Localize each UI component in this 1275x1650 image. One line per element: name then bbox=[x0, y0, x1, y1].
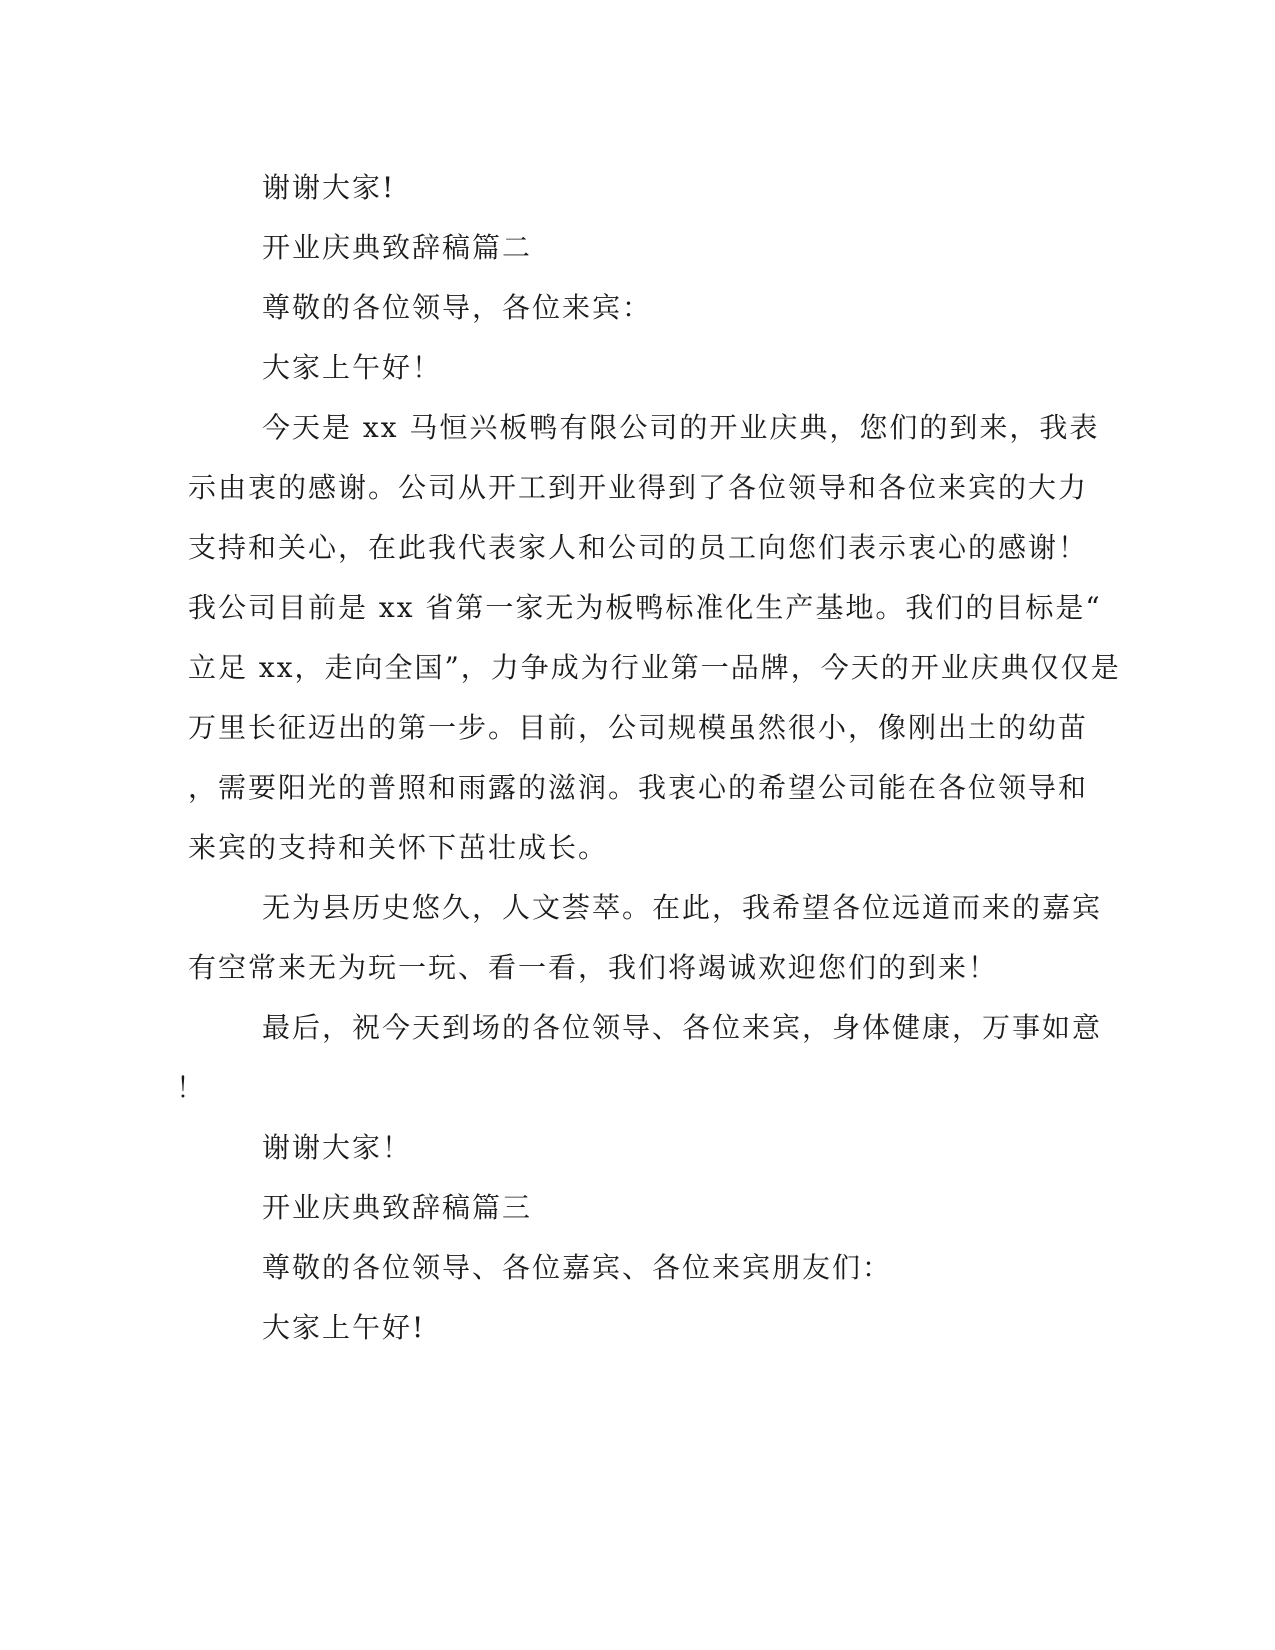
paragraph-line: 有空常来无为玩一玩、看一看，我们将竭诚欢迎您们的到来！ bbox=[188, 951, 999, 984]
greeting-2: 大家上午好！ bbox=[262, 351, 443, 384]
paragraph-line: ，需要阳光的普照和雨露的滋润。我衷心的希望公司能在各位领导和 bbox=[188, 771, 1089, 804]
salutation-3: 尊敬的各位领导、各位嘉宾、各位来宾朋友们： bbox=[262, 1251, 893, 1284]
salutation-2: 尊敬的各位领导，各位来宾： bbox=[262, 291, 653, 324]
paragraph-line: 万里长征迈出的第一步。目前，公司规模虽然很小，像刚出土的幼苗 bbox=[188, 711, 1089, 744]
greeting-3: 大家上午好! bbox=[262, 1311, 426, 1344]
section-heading-3: 开业庆典致辞稿篇三 bbox=[262, 1191, 533, 1224]
paragraph-line: 来宾的支持和关怀下茁壮成长。 bbox=[188, 831, 609, 864]
paragraph-line: 支持和关心，在此我代表家人和公司的员工向您们表示衷心的感谢！ bbox=[188, 531, 1089, 564]
paragraph-line: 立足 xx，走向全国”，力争成为行业第一品牌，今天的开业庆典仅仅是 bbox=[188, 651, 1121, 684]
paragraph-line: 今天是 xx 马恒兴板鸭有限公司的开业庆典，您们的到来，我表 bbox=[262, 411, 1100, 444]
paragraph-line: 我公司目前是 xx 省第一家无为板鸭标准化生产基地。我们的目标是“ bbox=[188, 591, 1102, 624]
paragraph-line: 示由衷的感谢。公司从开工到开业得到了各位领导和各位来宾的大力 bbox=[188, 471, 1089, 504]
closing-thanks-2: 谢谢大家！ bbox=[262, 1131, 413, 1164]
section-heading-2: 开业庆典致辞稿篇二 bbox=[262, 231, 533, 264]
closing-thanks-1: 谢谢大家! bbox=[262, 171, 396, 204]
paragraph-line: 最后，祝今天到场的各位领导、各位来宾，身体健康，万事如意 bbox=[262, 1011, 1103, 1044]
paragraph-line: ！ bbox=[176, 1071, 207, 1104]
paragraph-line: 无为县历史悠久，人文荟萃。在此，我希望各位远道而来的嘉宾 bbox=[262, 891, 1103, 924]
